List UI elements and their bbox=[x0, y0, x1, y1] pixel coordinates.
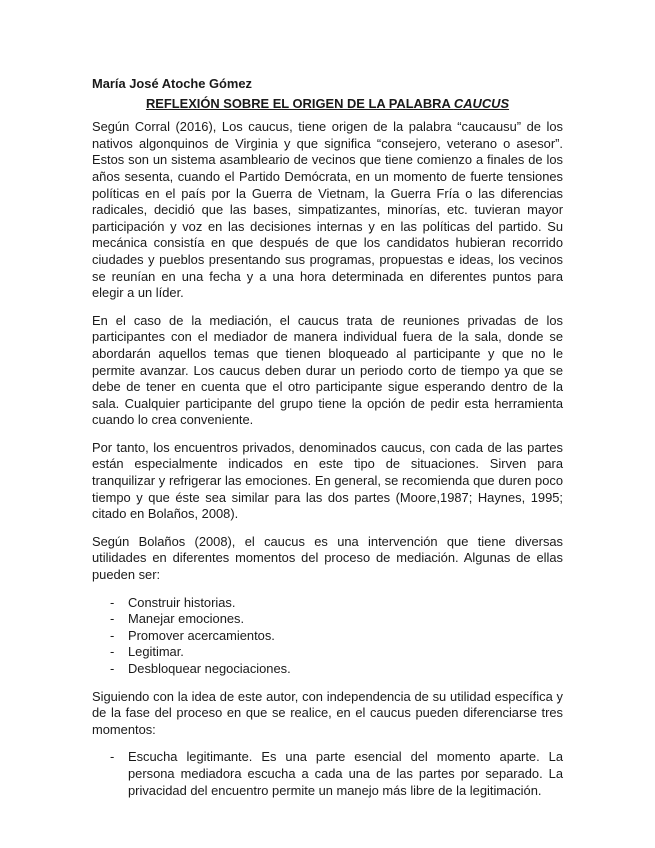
list-dash: - bbox=[110, 644, 115, 660]
list-item-text: Escucha legitimante. Es una parte esencial del momento aparte. La persona mediadora escucha a cada una de las partes por separado. La privacidad del encuentro permite un manejo más libre de la legitimación. bbox=[128, 749, 563, 798]
list-item-text: Manejar emociones. bbox=[128, 611, 245, 627]
list-item-text: Promover acercamientos. bbox=[128, 627, 275, 643]
list-item bbox=[92, 749, 563, 799]
paragraph-mediation: En el caso de la mediación, el caucus trata de reuniones privadas de los participantes con el mediador de manera individual fuera de la sala, donde se abordarán aquellos temas que tienen bloqueado al participante y que no le permite avanzar. Los caucus deben durar un periodo corto de tiempo ya que se debe de tener en cuenta que el otro participante sigue esperando dentro de la sala. Cualquier participante del grupo tiene la opción de pedir esta herramienta cuando lo crea conveniente. bbox=[92, 312, 563, 428]
paragraph-moments: Siguiendo con la idea de este autor, con independencia de su utilidad específica y de la fase del proceso en que se realice, en el caucus pueden diferenciarse tres momentos: bbox=[92, 688, 563, 737]
list-item-text: Desbloquear negociaciones. bbox=[128, 661, 291, 676]
list-item bbox=[92, 628, 563, 645]
list-item bbox=[92, 644, 563, 661]
list-item-text: Construir historias. bbox=[128, 594, 236, 610]
list-dash: - bbox=[110, 749, 115, 765]
paragraph-bolanos: Según Bolaños (2008), el caucus es una intervención que tiene diversas utilidades en diferentes momentos del proceso de mediación. Algunas de ellas pueden ser: bbox=[92, 533, 563, 583]
utilities-list bbox=[92, 595, 563, 678]
list-item bbox=[92, 661, 563, 678]
title-emphasis: CAUCUS bbox=[453, 95, 510, 111]
paragraph-private-meetings: Por tanto, los encuentros privados, denominados caucus, con cada de las partes están especialmente indicados en este tipo de situaciones. Sirven para tranquilizar y refrigerar las emociones. En general, se recomienda que duren poco tiempo y que éste sea similar para las dos partes (Moore,1987; Haynes, 1995; citado en Bolaños, 2008). bbox=[92, 439, 563, 522]
list-dash: - bbox=[110, 627, 115, 643]
moments-list bbox=[92, 749, 563, 799]
title-text: REFLEXIÓN SOBRE EL ORIGEN DE LA PALABRA bbox=[145, 95, 454, 111]
list-dash: - bbox=[110, 611, 115, 627]
list-item bbox=[92, 595, 563, 612]
document-title bbox=[92, 96, 563, 113]
paragraph-origin: Según Corral (2016), Los caucus, tiene origen de la palabra “caucausu” de los nativos algonquinos de Virginia y que significa “consejero, veterano o asesor”. Estos son un sistema asambleario de vecinos que tiene comienzo a finales de los años sesenta, cuando el Partido Demócrata, en un momento de fuerte tensiones políticas en el país por la Guerra de Vietnam, la Guerra Fría o las diferencias radicales, decidió que las bases, simpatizantes, minorías, etc. tuvieran mayor participación y voz en las decisiones internas y en las políticas del partido. Su mecánica consistía en que después de que los candidatos hubieran recorrido ciudades y pueblos presentando sus programas, propuestas e ideas, los vecinos se reunían en una fecha y a una hora determinada en diferentes puntos para elegir a un líder. bbox=[92, 119, 563, 301]
list-item bbox=[92, 611, 563, 628]
list-dash: - bbox=[110, 661, 115, 676]
list-dash: - bbox=[110, 594, 115, 610]
list-item-text: Legitimar. bbox=[128, 644, 184, 660]
author-name: María José Atoche Gómez bbox=[92, 76, 252, 91]
